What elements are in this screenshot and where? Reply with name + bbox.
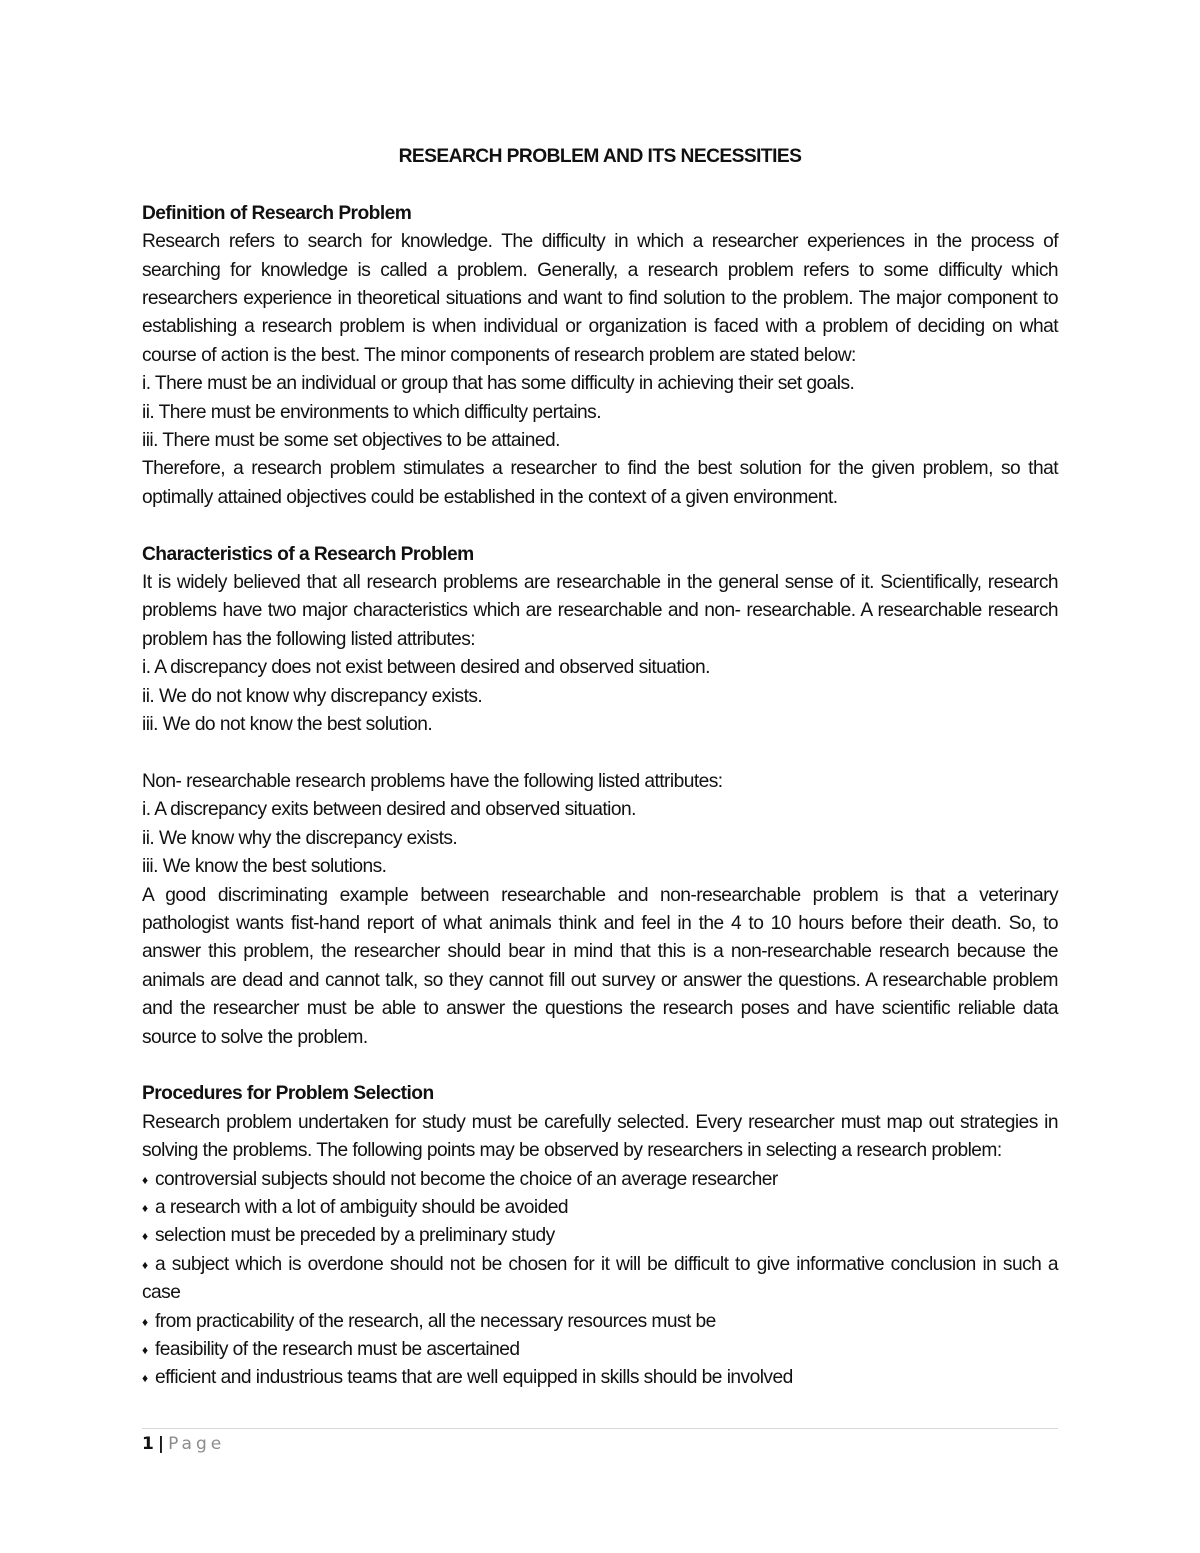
paragraph: A good discriminating example between researchable and non-researchable problem is that a veterinary pathologist wants fist-hand report of what animals think and feel in the 4 to 10 hours before their death. So, to answer this problem, the researcher should bear in mind that this is a non-researchable research because the animals are dead and cannot talk, so they cannot fill out survey or answer the questions. A researchable problem and the researcher must be able to answer the questions the research poses and have scientific reliable data source to solve the problem. (142, 884, 1058, 1048)
bullet-text: from practicability of the research, all the necessary resources must be (155, 1310, 716, 1332)
page-label: Page (168, 1434, 226, 1454)
section-heading: Definition of Research Problem (142, 202, 412, 224)
footer-divider (142, 1428, 1058, 1429)
diamond-bullet-icon: ♦ (142, 1371, 148, 1386)
diamond-bullet-icon: ♦ (142, 1257, 148, 1272)
bullet-item (142, 1194, 1058, 1222)
bullet-item (142, 1308, 1058, 1336)
list-item: ii. There must be environments to which difficulty pertains. (142, 401, 601, 423)
list-item: ii. We do not know why discrepancy exists. (142, 685, 483, 707)
section-heading: Procedures for Problem Selection (142, 1083, 434, 1105)
bullet-text: a subject which is overdone should not be chosen for it will be difficult to give informative conclusion in such a case (142, 1253, 1058, 1304)
section-heading: Characteristics of a Research Problem (142, 543, 474, 565)
bullet-text: controversial subjects should not become the choice of an average researcher (155, 1168, 778, 1190)
paragraph: Research problem undertaken for study must be carefully selected. Every researcher must map out strategies in solving the problems. The following points may be observed by researchers in selecting a research problem: (142, 1111, 1058, 1162)
diamond-bullet-icon: ♦ (142, 1343, 148, 1357)
diamond-bullet-icon: ♦ (142, 1314, 148, 1329)
spacer (142, 740, 1058, 768)
bullet-text: feasibility of the research must be ascertained (155, 1339, 520, 1360)
section-characteristics (142, 541, 1058, 1052)
paragraph: Non- researchable research problems have the following listed attributes: (142, 770, 723, 792)
paragraph: It is widely believed that all research problems are researchable in the general sense of it. Scientifically, research problems have two major characteristics which are researchable and non- researchable. A researchable research problem has the following listed attributes: (142, 572, 1058, 650)
bullet-item (142, 1222, 1058, 1250)
bullet-item (142, 1336, 1058, 1364)
list-item: i. There must be an individual or group that has some difficulty in achieving their set goals. (142, 373, 855, 395)
document-title: RESEARCH PROBLEM AND ITS NECESSITIES (398, 146, 802, 167)
list-item: iii. There must be some set objectives to be attained. (142, 430, 560, 452)
paragraph: Therefore, a research problem stimulates a researcher to find the best solution for the given problem, so that optimally attained objectives could be established in the context of a given environment. (142, 458, 1058, 508)
spacer (142, 512, 1058, 540)
list-item: i. A discrepancy exits between desired and observed situation. (142, 799, 636, 821)
bullet-item (142, 1251, 1058, 1308)
section-procedures (142, 1080, 1058, 1392)
footer-separator: | (157, 1434, 165, 1454)
list-item: iii. We do not know the best solution. (142, 714, 433, 736)
page-footer (142, 1434, 225, 1454)
list-item: i. A discrepancy does not exist between desired and observed situation. (142, 657, 710, 679)
spacer (142, 1052, 1058, 1080)
diamond-bullet-icon: ♦ (142, 1229, 148, 1244)
bullet-item (142, 1166, 1058, 1194)
bullet-text: a research with a lot of ambiguity should be avoided (155, 1196, 568, 1218)
paragraph: Research refers to search for knowledge. The difficulty in which a researcher experiences in the process of searching for knowledge is called a problem. Generally, a research problem refers to some difficulty which researchers experience in theoretical situations and want to find solution to the problem. The major component to establishing a research problem is when individual or organization is faced with a problem of deciding on what course of action is the best. The minor components of research problem are stated below: (142, 231, 1058, 366)
document-body (142, 143, 1058, 1393)
list-item: ii. We know why the discrepancy exists. (142, 827, 458, 849)
list-item: iii. We know the best solutions. (142, 856, 387, 878)
bullet-item (142, 1364, 1058, 1392)
diamond-bullet-icon: ♦ (142, 1172, 148, 1187)
section-definition (142, 200, 1058, 512)
bullet-text: selection must be preceded by a preliminary study (155, 1225, 555, 1247)
page-number: 1 (142, 1434, 154, 1454)
diamond-bullet-icon: ♦ (142, 1200, 148, 1215)
bullet-text: efficient and industrious teams that are well equipped in skills should be involved (155, 1367, 793, 1389)
